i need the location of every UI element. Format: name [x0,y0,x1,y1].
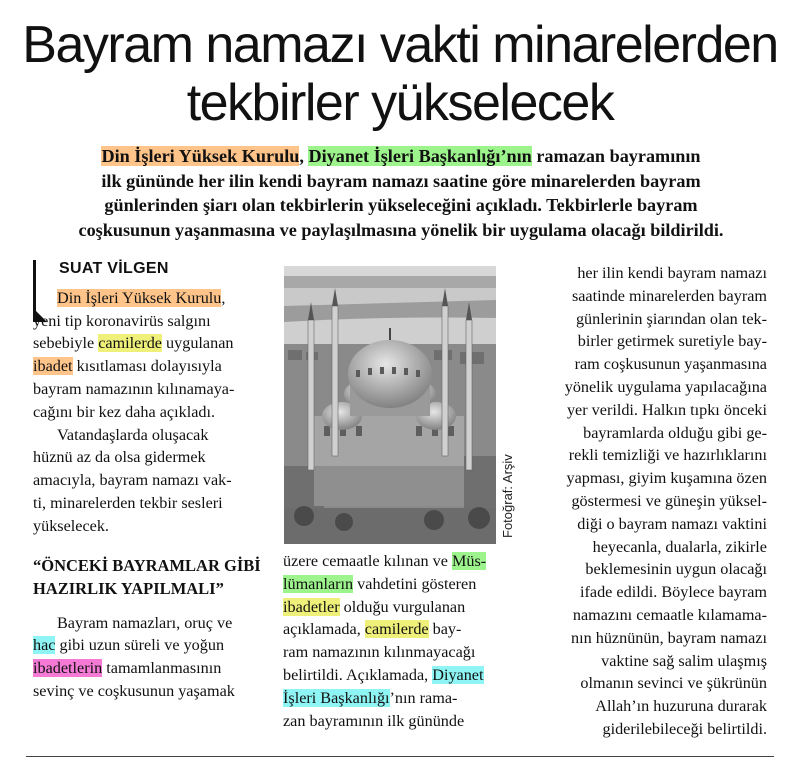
lead-text: ramazan bayramının [531,146,701,166]
lead-paragraph [40,144,762,242]
text-line: ram namazının kılınmayacağı [283,643,476,662]
subheading [33,554,261,600]
highlight-diyanet: Diyanet İşleri Başkanlığı’nın [308,146,532,166]
photo-credit [498,270,518,538]
text-fragment: sebebiyle [33,334,99,353]
highlight-camilerde: camilerde [98,334,162,353]
text-fragment: uygulanan [162,334,234,353]
mosque-photo [284,266,496,544]
column-2 [283,550,515,732]
column-3 [535,262,767,741]
text-line: Allah’ın huzuruna durarak [595,697,767,716]
text-fragment: açıklamada, [283,620,365,639]
lead-line: coşkusunun yaşanmasına ve paylaşılmasına yönelik bir uygulama olacağı bildirildi. [78,219,724,240]
text-line: yönelik uygulama yapılacağına [564,377,767,396]
text-line [283,573,515,596]
text-fragment: kısıtlaması dolayısıyla [72,357,222,376]
highlight-ibadetlerin: ibadetlerin [33,659,103,678]
text-line: vaktine sağ salim ulaşmış [601,651,767,670]
text-line: yer verildi. Halkın tıpkı önceki [566,400,767,419]
highlight-muslumanlarin: Müs- [451,552,487,570]
highlight-diyanet: Diyanet [432,665,484,684]
highlight-kurul: Din İşleri Yüksek Kurulu [57,288,222,307]
text-line: saatinde minarelerden bayram [571,286,767,305]
text-line: amacıyla, bayram namazı vak- [33,471,232,490]
text-line [33,332,261,355]
text-fragment: ’nın rama- [389,688,458,707]
text-line [283,596,515,619]
subheading-line: HAZIRLIK YAPILMALI” [33,578,224,598]
text-line: diği o bayram namazı vaktini [577,514,767,533]
text-line: yükselecek. [33,516,109,535]
text-line: giderilebileceği belirtildi. [602,719,767,738]
highlight-hac: hac [33,636,56,655]
text-line: zan bayramının ilk gününde [283,711,465,730]
text-fragment: tamamlanmasının [102,659,222,678]
text-line: ram coşkusunun yaşanmasına [574,355,767,374]
highlight-ibadet: ibadet [33,357,73,376]
text-line: ti, minarelerden tekbir sesleri [33,493,223,512]
lead-line: ilk gününde her ilin kendi bayram namazı saatine göre minarelerden bayram [101,170,701,191]
bottom-rule [26,756,774,757]
text-line [283,550,515,573]
lead-line: günlerinden şiarı olan tekbirlerin yükseleceğini açıkladı. Tekbirlerle bayram [104,195,698,215]
text-line [33,634,261,657]
text-line: Vatandaşlarda oluşacak [57,425,209,444]
highlight-ibadetler: ibadetler [283,597,340,616]
text-line: ifade edildi. Böylece bayram [580,583,767,602]
mosque-illustration [284,266,496,544]
text-line [283,664,515,687]
text-line [283,618,515,641]
text-line: bayram namazının kılınamaya- [33,379,235,398]
text-line: göstermesi ve güneşin yüksel- [571,491,767,510]
text-line: bayramlarda olduğu gibi ge- [583,423,767,442]
text-line: olmanın sevinci ve şükrünün [580,674,767,693]
text-line [33,287,261,310]
text-line: beklemesinin uygun olacağı [585,560,767,579]
highlight-baskanlik: İşleri Başkanlığı [283,688,390,707]
text-line: heyecanla, dualarla, zikirle [592,537,767,556]
text-line: sevinç ve coşkusunun yaşamak [33,681,235,700]
headline-line-2: tekbirler yükselecek [186,74,614,132]
author-name: SUAT VİLGEN [59,260,169,277]
text-line: yapması, giyim kuşamına özen [566,469,767,488]
text-line: hüznü az da olsa gidermek [33,448,206,467]
text-line: her ilin kendi bayram namazı [577,264,767,282]
subheading-line: “ÖNCEKİ BAYRAMLAR GİBİ [33,555,261,575]
text-line: yeni tip koronavirüs salgını [33,311,211,330]
text-fragment: bay- [428,620,462,639]
lead-line [40,144,762,169]
text-fragment: üzere cemaatle kılınan ve [283,552,452,570]
text-fragment: vahdetini gösteren [353,574,477,593]
text-line [33,657,261,680]
column-1 [33,258,261,703]
highlight-kurul: Din İşleri Yüksek Kurulu [101,146,300,166]
text-line: birler getirmek suretiyle bay- [577,332,767,351]
headline [0,16,800,132]
text-line: cağını bir kez daha açıkladı. [33,402,216,421]
highlight-muslumanlarin: lümanların [283,574,354,593]
text-line: günlerinin şiarından olan tek- [575,309,767,328]
text-line: namazını cemaatle kılamama- [572,605,767,624]
text-line: Bayram namazları, oruç ve [57,613,233,632]
text-line [283,687,515,710]
text-line [33,355,261,378]
text-line: rekli temizliği ve hazırlıklarını [568,446,767,465]
highlight-camilerde: camilerde [364,620,429,639]
text-line: nın hüznünün, bayram namazı [571,628,767,647]
text-fragment: belirtildi. Açıklamada, [283,665,433,684]
photo-credit-text: Fotoğraf: Arşiv [500,454,515,538]
headline-line-1: Bayram namazı vakti minarelerden [22,16,778,74]
lead-comma: , [299,146,304,166]
text-fragment: gibi uzun süreli ve yoğun [55,636,225,655]
comma: , [221,288,226,307]
text-fragment: olduğu vurgulanan [339,597,466,616]
